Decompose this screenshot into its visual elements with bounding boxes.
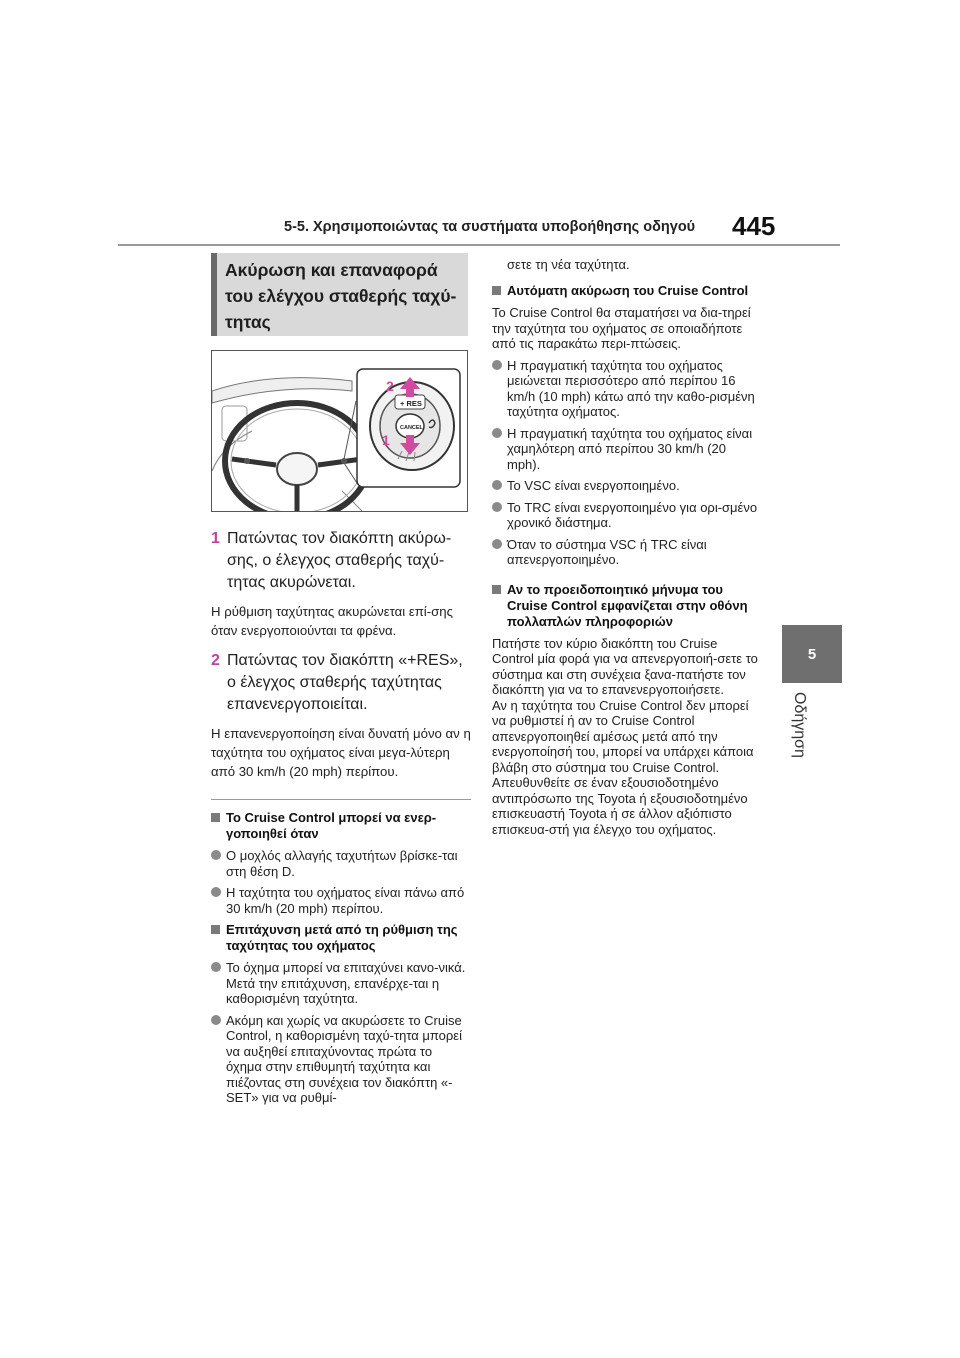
bullet-item — [211, 848, 471, 879]
steering-wheel-graphic — [225, 403, 369, 511]
subheading-text: Αυτόματη ακύρωση του Cruise Control — [507, 283, 749, 298]
square-bullet-icon — [211, 813, 220, 822]
page-number: 445 — [732, 211, 776, 241]
callout-2-label: 2 — [386, 378, 394, 394]
paragraph: Αν η ταχύτητα του Cruise Control δεν μπορεί να ρυθμιστεί ή αν το Cruise Control απενεργοποιηθεί αμέσως μετά από την ενεργοποίησή του, μπορεί να υπάρχει κάποια βλάβη στο σύστημα του Cruise Control. Απευθυνθείτε σε έναν εξουσιοδοτημένο αντιπρόσωπο της Toyota ή εξουσιοδοτημένο επισκευαστή Toyota ή σε άλλον αξιόπιστο επισκευα-στή για έλεγχο του οχήματος. — [492, 697, 754, 837]
section-title: Ακύρωση και επαναφορά του ελέγχου σταθερής ταχύ-τητας — [211, 253, 468, 336]
step-2-text: Πατώντας τον διακόπτη «+RES», ο έλεγχος σταθερής ταχύτητας επανενεργοποιείται. — [227, 652, 463, 713]
round-bullet-icon — [492, 360, 502, 370]
round-bullet-icon — [211, 962, 221, 972]
square-bullet-icon — [492, 286, 501, 295]
bullet-text: Το όχημα μπορεί να επιταχύνει κανο-νικά. Μετά την επιτάχυνση, επανέρχε-ται η καθορισμένη ταχύτητα. — [226, 960, 466, 1006]
bullet-text: Η ταχύτητα του οχήματος είναι πάνω από 30 km/h (20 mph) περίπου. — [226, 885, 465, 916]
subheading-text: Το Cruise Control μπορεί να ενερ-γοποιηθεί όταν — [226, 810, 437, 841]
step-1-text: Πατώντας τον διακόπτη ακύρω-σης, ο έλεγχος σταθερής ταχύ-τητας ακυρώνεται. — [227, 530, 452, 591]
step-1-number: 1 — [211, 530, 220, 547]
subheading-activation — [211, 810, 471, 842]
round-bullet-icon — [492, 539, 502, 549]
step-1-note: Η ρύθμιση ταχύτητας ακυρώνεται επί-σης όταν ενεργοποιούνται τα φρένα. — [211, 604, 453, 638]
bullet-text: Το TRC είναι ενεργοποιημένο για ορι-σμένο χρονικό διάστημα. — [507, 499, 758, 530]
bullet-text: Ο μοχλός αλλαγής ταχυτήτων βρίσκε-ται στη θέση D. — [226, 848, 458, 879]
bullet-text: Το VSC είναι ενεργοποιημένο. — [507, 478, 680, 493]
square-bullet-icon — [211, 925, 220, 934]
subheading-acceleration — [211, 922, 471, 954]
bullet-item — [492, 426, 760, 473]
bullet-item — [492, 500, 760, 531]
round-bullet-icon — [211, 1015, 221, 1025]
left-column — [211, 528, 471, 1112]
square-bullet-icon — [492, 585, 501, 594]
paragraph: Πατήστε τον κύριο διακόπτη του Cruise Control μία φορά για να απενεργοποιή-σετε το σύστημα και στη συνέχεια ξανα-πατήστε τον διακόπτη για να το επανενεργοποιήσετε. — [492, 635, 758, 697]
round-bullet-icon — [492, 502, 502, 512]
bullet-item — [211, 960, 471, 1007]
bullet-item — [492, 358, 760, 420]
right-column — [492, 257, 760, 843]
chapter-tab: 5 — [782, 625, 842, 683]
res-button-label: + RES — [400, 399, 422, 408]
continued-text: σετε τη νέα ταχύτητα. — [507, 257, 630, 272]
steering-wheel-illustration — [212, 351, 467, 511]
callout-1-label: 1 — [382, 432, 390, 448]
bullet-text: Η πραγματική ταχύτητα του οχήματος μειώνεται περισσότερο από περίπου 16 km/h (10 mph) κάτω από την καθο-ρισμένη ταχύτητα οχήματος. — [507, 357, 755, 419]
bullet-text: Η πραγματική ταχύτητα του οχήματος είναι χαμηλότερη από περίπου 30 km/h (20 mph). — [507, 425, 753, 472]
step-2 — [211, 650, 471, 716]
paragraph: Το Cruise Control θα σταματήσει να δια-τηρεί την ταχύτητα του οχήματος σε οποιαδήποτε από τις παρακάτω περι-πτώσεις. — [492, 305, 751, 351]
round-bullet-icon — [211, 887, 221, 897]
round-bullet-icon — [211, 850, 221, 860]
section-divider — [211, 799, 471, 800]
step-1 — [211, 528, 471, 594]
bullet-text: Ακόμη και χωρίς να ακυρώσετε το Cruise Control, η καθορισμένη ταχύ-τητα μπορεί να αυξηθεί επιταχύνοντας πρώτα το όχημα στην επιθυμητή ταχύτητα και πιέζοντας στη συνέχεια τον διακόπτη «-SET» για να ρυθμί- — [226, 1012, 462, 1105]
step-2-note: Η επανενεργοποίηση είναι δυνατή μόνο αν η ταχύτητα του οχήματος είναι μεγα-λύτερη από 30 km/h (20 mph) περίπου. — [211, 726, 471, 779]
bullet-item — [492, 478, 760, 494]
steering-wheel-figure — [211, 350, 468, 512]
subheading-warning-message — [492, 582, 760, 630]
running-header: 5-5. Χρησιμοποιώντας τα συστήματα υποβοήθησης οδηγού — [284, 219, 696, 235]
round-bullet-icon — [492, 480, 502, 490]
bullet-item — [211, 885, 471, 916]
subheading-text: Επιτάχυνση μετά από τη ρύθμιση της ταχύτητας του οχήματος — [226, 922, 458, 953]
round-bullet-icon — [492, 428, 502, 438]
subheading-auto-cancel — [492, 283, 760, 299]
chapter-title: Οδήγηση — [791, 692, 808, 758]
bullet-text: Όταν το σύστημα VSC ή TRC είναι απενεργοποιημένο. — [507, 536, 707, 567]
header-divider — [118, 244, 840, 246]
subheading-text: Αν το προειδοποιητικό μήνυμα του Cruise Control εμφανίζεται στην οθόνη πολλαπλών πληροφοριών — [507, 581, 748, 629]
step-2-number: 2 — [211, 652, 220, 669]
cancel-button-label: CANCEL — [400, 425, 423, 431]
bullet-item — [211, 1013, 471, 1106]
bullet-item — [492, 537, 760, 568]
